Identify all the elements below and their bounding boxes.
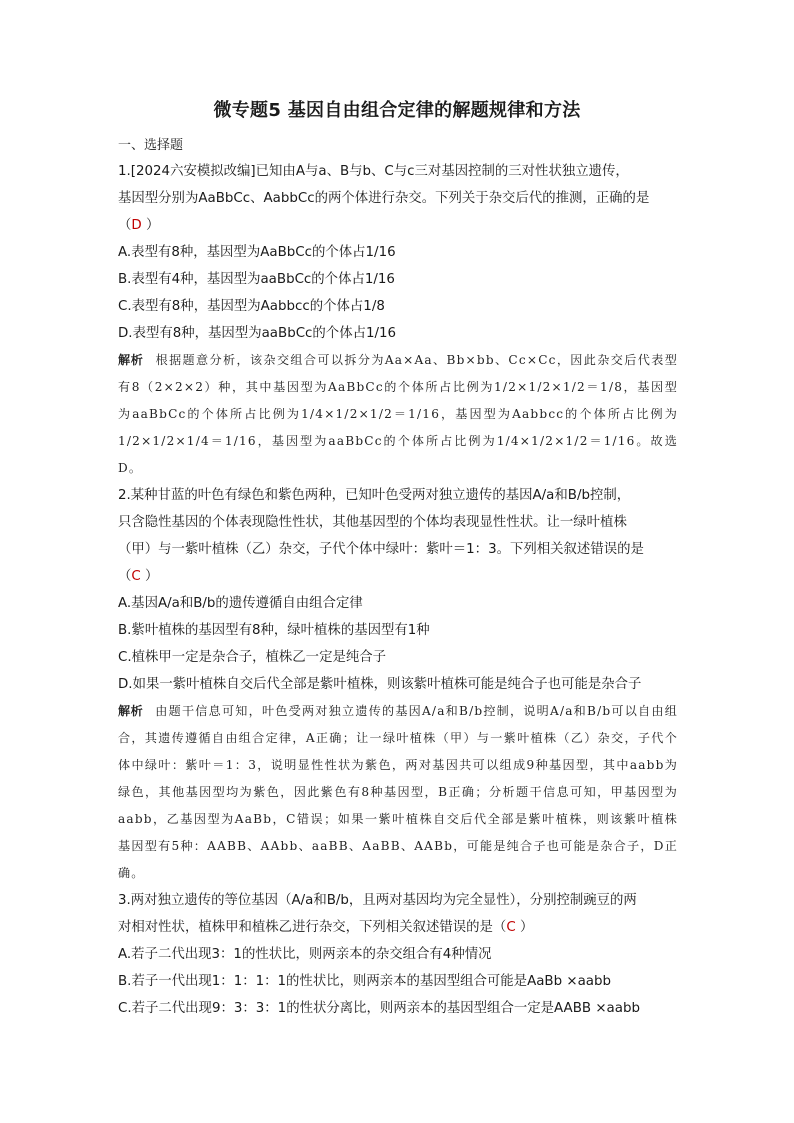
option-b: B.若子一代出现1：1：1：1的性状比，则两亲本的基因型组合可能是AaBb ×aabb <box>118 974 612 989</box>
answer-line <box>118 212 678 239</box>
explanation-text: 由题干信息可知，叶色受两对独立遗传的基因A/a和B/b控制，说明A/a和B/b可以自由组合，其遗传遵循自由组合定律，A正确；让一绿叶植株（甲）与一紫叶植株（乙）杂交，子代个体中绿叶：紫叶＝1：3，说明显性性状为紫色，两对基因共可以组成9种基因型，其中aabb为绿色，其他基因型均为紫色，因此紫色有8种基因型，B正确；分析题干信息可知，甲基因型为aabb，乙基因型为AaBb，C错误；如果一紫叶植株自交后代全部是紫叶植株，则该紫叶植株基因型有5种：AABB、AAbb、aaBB、AaBB、AABb，可能是纯合子也可能是杂合子，D正确。 <box>118 704 678 880</box>
explanation-label: 解析 <box>118 353 144 367</box>
question-stem-line: 1.[2024六安模拟改编]已知由A与a、B与b、C与c三对基因控制的三对性状独立遗传， <box>118 164 629 179</box>
answer-line <box>118 563 678 590</box>
option-c: C.表型有8种，基因型为Aabbcc的个体占1/8 <box>118 299 385 314</box>
explanation-label: 解析 <box>118 704 144 718</box>
page-title: 微专题5 基因自由组合定律的解题规律和方法 <box>213 100 581 121</box>
answer-close: ） <box>141 218 160 233</box>
question-stem-line: 3.两对独立遗传的等位基因（A/a和B/b，且两对基因均为完全显性），分别控制豌豆的两 <box>118 893 637 908</box>
option-a: A.基因A/a和B/b的遗传遵循自由组合定律 <box>118 596 363 611</box>
option-b: B.紫叶植株的基因型有8种，绿叶植株的基因型有1种 <box>118 623 430 638</box>
question-2 <box>118 482 678 887</box>
answer-letter: C <box>506 920 516 935</box>
question-list <box>118 158 678 1022</box>
question-stem-line: 只含隐性基因的个体表现隐性性状，其他基因型的个体均表现显性性状。让一绿叶植株 <box>118 515 627 530</box>
option-b: B.表型有4种，基因型为aaBbCc的个体占1/16 <box>118 272 395 287</box>
question-stem-line: 基因型分别为AaBbCc、AabbCc的两个体进行杂交。下列关于杂交后代的推测，正确的是 <box>118 191 650 206</box>
question-stem-text: 对相对性状，植株甲和植株乙进行杂交，下列相关叙述错误的是（ <box>118 920 507 935</box>
question-stem-line: 2.某种甘蓝的叶色有绿色和紫色两种，已知叶色受两对独立遗传的基因A/a和B/b控制， <box>118 488 631 503</box>
answer-close: ） <box>140 569 159 584</box>
question-3 <box>118 887 678 1022</box>
option-d: D.表型有8种，基因型为aaBbCc的个体占1/16 <box>118 326 397 341</box>
explanation <box>118 347 678 482</box>
answer-open: （ <box>118 569 132 584</box>
answer-close: ） <box>515 920 534 935</box>
question-stem-line <box>118 914 678 941</box>
question-1 <box>118 158 678 482</box>
answer-letter: D <box>131 218 142 233</box>
answer-open: （ <box>118 218 132 233</box>
answer-letter: C <box>131 569 141 584</box>
option-d: D.如果一紫叶植株自交后代全部是紫叶植株，则该紫叶植株可能是纯合子也可能是杂合子 <box>118 677 642 692</box>
option-a: A.表型有8种，基因型为AaBbCc的个体占1/16 <box>118 245 396 260</box>
section-heading: 一、选择题 <box>118 138 184 153</box>
option-c: C.植株甲一定是杂合子，植株乙一定是纯合子 <box>118 650 387 665</box>
explanation <box>118 698 678 887</box>
explanation-text: 根据题意分析，该杂交组合可以拆分为Aa×Aa、Bb×bb、Cc×Cc，因此杂交后代表型有8（2×2×2）种，其中基因型为AaBbCc的个体所占比例为1/2×1/2×1/2＝1/8，基因型为aaBbCc的个体所占比例为1/4×1/2×1/2＝1/16，基因型为Aabbcc的个体所占比例为1/2×1/2×1/4＝1/16，基因型为aaBbCc的个体所占比例为1/4×1/2×1/2＝1/16。故选D。 <box>118 353 678 475</box>
option-a: A.若子二代出现3：1的性状比，则两亲本的杂交组合有4种情况 <box>118 947 492 962</box>
option-c: C.若子二代出现9：3：3：1的性状分离比，则两亲本的基因型组合一定是AABB ×aabb <box>118 1001 640 1016</box>
question-stem-line: （甲）与一紫叶植株（乙）杂交，子代个体中绿叶：紫叶＝1：3。下列相关叙述错误的是 <box>118 542 644 557</box>
